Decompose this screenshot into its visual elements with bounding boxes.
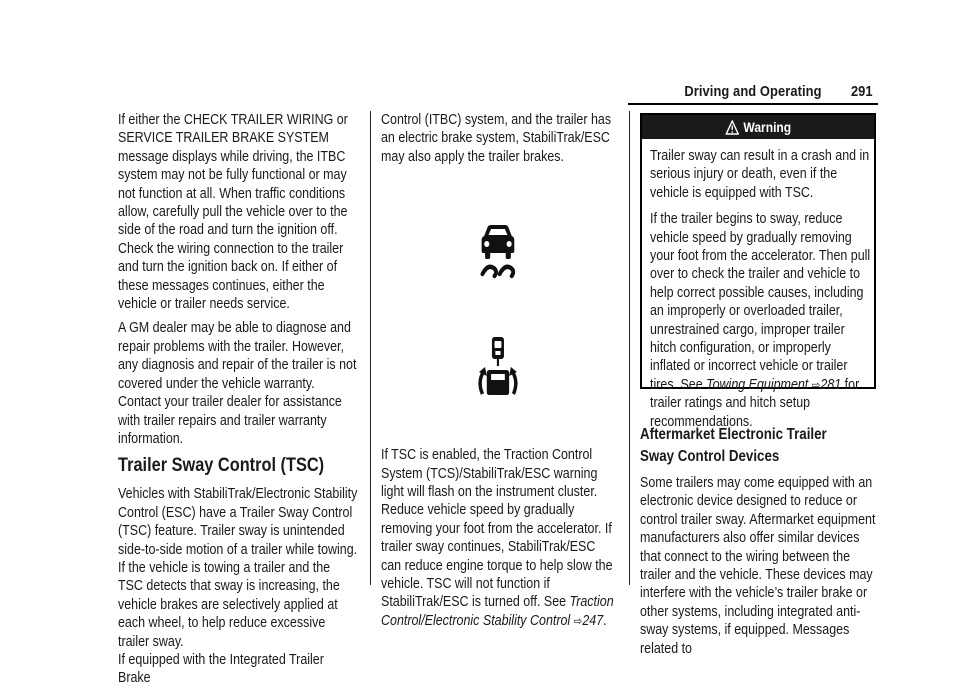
warning-paragraph-2: If the trailer begins to sway, reduce vehicle speed by gradually removing your foot from the accelerator. Then pull over to check the trailer and vehicle to help correct possible causes, including an improperly or overloaded trailer, unrestrained cargo, improper trailer hitch configuration, or improperly inflated or incorrect vehicle or trailer tires. See Towing Equipment ⇨281 for trailer ratings and hitch setup recommendations. [650,211,871,430]
column-2 [381,111,615,636]
header-rule [628,103,878,105]
paragraph-check-trailer-wiring: If either the CHECK TRAILER WIRING or SERVICE TRAILER BRAKE SYSTEM message displays while driving, the ITBC system may not be fully functional or may not function at all. When traffic conditions allow, carefully pull the vehicle over to the side of the road and turn the ignition off. Check the wiring connection to the trailer and turn the ignition back on. If either of these messages continues, either the vehicle or trailer needs service. [118,112,348,313]
warning-paragraph-1: Trailer sway can result in a crash and in serious injury or death, even if the vehicle is equipped with TSC. [650,148,870,201]
column-divider-1 [370,111,371,585]
warning-triangle-icon [725,120,739,135]
paragraph-itbc-continued: Control (ITBC) system, and the trailer has an electric brake system, StabiliTrak/ESC may also apply the trailer brakes. [381,112,612,165]
traction-control-skid-icon [381,212,615,292]
warning-header [642,115,874,139]
column-divider-2 [629,111,630,585]
xref-towing-equipment[interactable]: Towing Equipment ⇨281 [706,376,842,393]
column-3 [640,420,878,664]
paragraph-tsc-enabled: If TSC is enabled, the Traction Control System (TCS)/StabiliTrak/ESC warning light will flash on the instrument cluster. Reduce vehicle speed by gradually removing your foot from the accelerator. If trailer sway continues, StabiliTrak/ESC can reduce engine torque to help slow the vehicle. TSC will not function if StabiliTrak/ESC is turned off. See Traction Control/Electronic Stability Control ⇨247. [381,447,614,629]
page-number: 291 [851,83,873,100]
warning-box [640,113,876,430]
paragraph-gm-dealer: A GM dealer may be able to diagnose and repair problems with the trailer. However, any diagnosis and repair of the trailer is not covered under the vehicle warranty. Contact your trailer dealer for assistance with trailer repairs and trailer warranty information. [118,320,357,447]
paragraph-aftermarket: Some trailers may come equipped with an electronic device designed to reduce or control trailer sway. Aftermarket equipment manufacturers also offer similar devices that connect to the wiring between the trailer and the vehicle. These devices may interfere with the vehicle’s trailer brake or other systems, including integrated anti-sway systems, if equipped. Messages related to [640,475,876,657]
sub-heading-aftermarket: Aftermarket Electronic Trailer Sway Control Devices [640,426,827,465]
column-1 [118,111,358,694]
running-header-title: Driving and Operating [684,83,822,100]
page-ref-arrow-icon: ⇨ [811,377,821,392]
warning-title: Warning [743,119,791,135]
trailer-sway-icon [381,326,615,406]
section-heading-tsc: Trailer Sway Control (TSC) [118,455,325,477]
paragraph-tsc-intro: Vehicles with StabiliTrak/Electronic Stability Control (ESC) have a Trailer Sway Control (TSC) feature. Trailer sway is unintended side-to-side motion of a trailer while towing. If the vehicle is towing a trailer and the TSC detects that sway is increasing, the vehicle brakes are selectively applied at each wheel, to help reduce excessive trailer sway. [118,486,358,650]
page-ref-arrow-icon: ⇨ [573,613,583,628]
paragraph-itbc-start: If equipped with the Integrated Trailer Brake [118,651,324,687]
xref-traction-control[interactable]: Traction Control/Electronic Stability Control ⇨247 [381,594,614,629]
